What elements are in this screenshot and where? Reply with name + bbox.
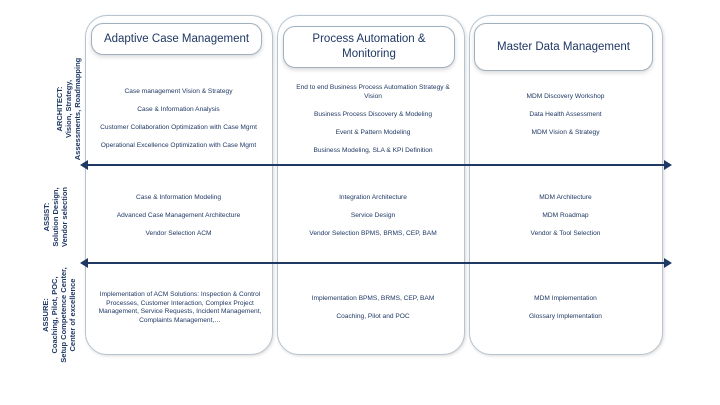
row-label-assure: ASSURE: Coaching, Pilot, POC, Setup Competence Center, Center of excellence <box>41 267 77 363</box>
acm-architect-item: Customer Collaboration Optimization with Case Mgmt <box>100 124 257 131</box>
header-mdm: Master Data Management <box>474 23 653 71</box>
mdm-assist-item: MDM Roadmap <box>542 212 589 219</box>
mdm-assist-item: MDM Architecture <box>539 194 592 201</box>
mdm-architect-item: Data Health Assessment <box>529 111 602 118</box>
acm-assist-item: Case & Information Modeling <box>135 194 222 201</box>
pam-assure-item: Implementation BPMS, BRMS, CEP, BAM <box>311 295 435 302</box>
pam-architect-item: Business Modeling, SLA & KPI Definition <box>313 147 433 154</box>
header-acm: Adaptive Case Management <box>91 23 262 55</box>
acm-architect-item: Case management Vision & Strategy <box>124 88 233 95</box>
acm-assist-item: Advanced Case Management Architecture <box>116 212 241 219</box>
pam-architect-item: Event & Pattern Modeling <box>335 129 411 136</box>
mdm-architect-item: MDM Vision & Strategy <box>531 129 600 136</box>
row-label-assist: ASSIST: Solution Design, Vendor selection <box>42 186 69 248</box>
acm-assist-item: Vendor Selection ACM <box>145 230 212 237</box>
mdm-assure-item: MDM Implementation <box>534 295 597 302</box>
pam-architect-item: Business Process Discovery & Modeling <box>313 111 432 118</box>
mdm-architect-item: MDM Discovery Workshop <box>526 93 605 100</box>
pam-assist-item: Integration Architecture <box>339 194 407 201</box>
mdm-assist-item: Vendor & Tool Selection <box>530 230 601 237</box>
acm-assure-item: Implementation of ACM Solutions: Inspection & Control Processes, Customer Interaction, Complex Project Management, Service Requests, Incident Management, Complaints Management,… <box>98 291 262 324</box>
pam-assist-item: Service Design <box>350 212 396 219</box>
acm-architect-item: Case & Information Analysis <box>137 106 220 113</box>
header-pam: Process Automation & Monitoring <box>283 26 455 68</box>
mdm-assure-item: Glossary Implementation <box>529 313 602 320</box>
pam-architect-item: End to end Business Process Automation Strategy & Vision <box>296 84 450 100</box>
double-arrow-icon <box>80 159 672 171</box>
row-label-architect: ARCHITECT: Vision, Strategy, Assessments, Roadmapping <box>55 57 82 161</box>
pam-assist-item: Vendor Selection BPMS, BRMS, CEP, BAM <box>309 230 437 237</box>
acm-architect-item: Operational Excellence Optimization with Case Mgmt <box>100 142 257 149</box>
double-arrow-icon <box>80 257 672 269</box>
pam-assure-item: Coaching, Pilot and POC <box>336 313 410 320</box>
